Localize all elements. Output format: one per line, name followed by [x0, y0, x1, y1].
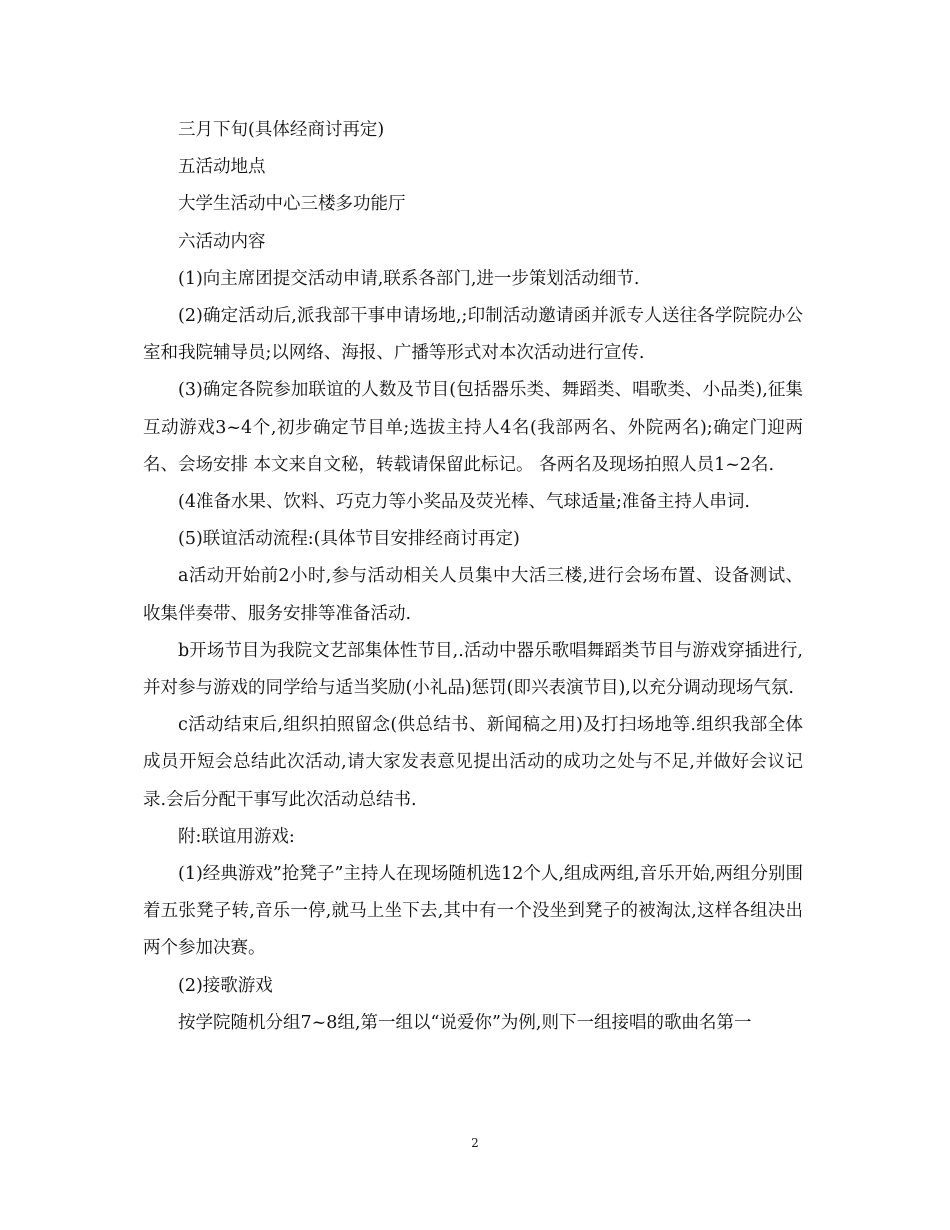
paragraph-step-1: (1)向主席团提交活动申请,联系各部门,进一步策划活动细节.: [178, 268, 640, 289]
heading-location: 五活动地点: [178, 157, 266, 178]
heading-appendix: 附:联谊用游戏:: [178, 826, 295, 847]
paragraph-game-1: (1)经典游戏”抢凳子”主持人在现场随机选12个人,组成两组,音乐开始,两组分别围着五张凳子转,音乐一停,就马上坐下去,其中有一个没坐到凳子的被淘汰,这样各组决出两个参加决赛。: [143, 864, 803, 959]
paragraph-time: 三月下旬(具体经商讨再定): [178, 120, 385, 140]
paragraph-step-4: (4准备水果、饮料、巧克力等小奖品及荧光棒、气球适量;准备主持人串词.: [178, 492, 750, 513]
paragraph-step-3: (3)确定各院参加联谊的人数及节目(包括器乐类、舞蹈类、唱歌类、小品类),征集互动游戏3~4个,初步确定节目单;选拔主持人4名(我部两名、外院两名);确定门迎两名、会场安排 本文来自文秘，转载请保留此标记。 各两名及现场拍照人员1~2名.: [143, 380, 803, 475]
paragraph-step-2: (2)确定活动后,派我部干事申请场地,;印制活动邀请函并派专人送往各学院院办公室和我院辅导员;以网络、海报、广播等形式对本次活动进行宣传.: [143, 306, 803, 364]
paragraph-game-2: 按学院随机分组7~8组,第一组以“说爱你”为例,则下一组接唱的歌曲名第一: [178, 1012, 752, 1033]
paragraph-flow-b: b开场节目为我院文艺部集体性节目,.活动中器乐歌唱舞蹈类节目与游戏穿插进行,并对参与游戏的同学给与适当奖励(小礼品)惩罚(即兴表演节目),以充分调动现场气氛.: [143, 640, 803, 699]
paragraph-location: 大学生活动中心三楼多功能厅: [178, 194, 406, 215]
paragraph-flow-a: a活动开始前2小时,参与活动相关人员集中大活三楼,进行会场布置、设备测试、收集伴奏带、服务安排等准备活动.: [143, 566, 803, 624]
page-number: 2: [471, 1136, 479, 1150]
heading-game-2: (2)接歌游戏: [178, 975, 273, 996]
heading-content: 六活动内容: [178, 231, 266, 252]
paragraph-flow-c: c活动结束后,组织拍照留念(供总结书、新闻稿之用)及打扫场地等.组织我部全体成员开短会总结此次活动,请大家发表意见提出活动的成功之处与不足,并做好会议记录.会后分配干事写此次活动总结书.: [143, 715, 803, 810]
paragraph-step-5: (5)联谊活动流程:(具体节目安排经商讨再定): [178, 529, 520, 550]
document-body: [143, 112, 803, 1042]
